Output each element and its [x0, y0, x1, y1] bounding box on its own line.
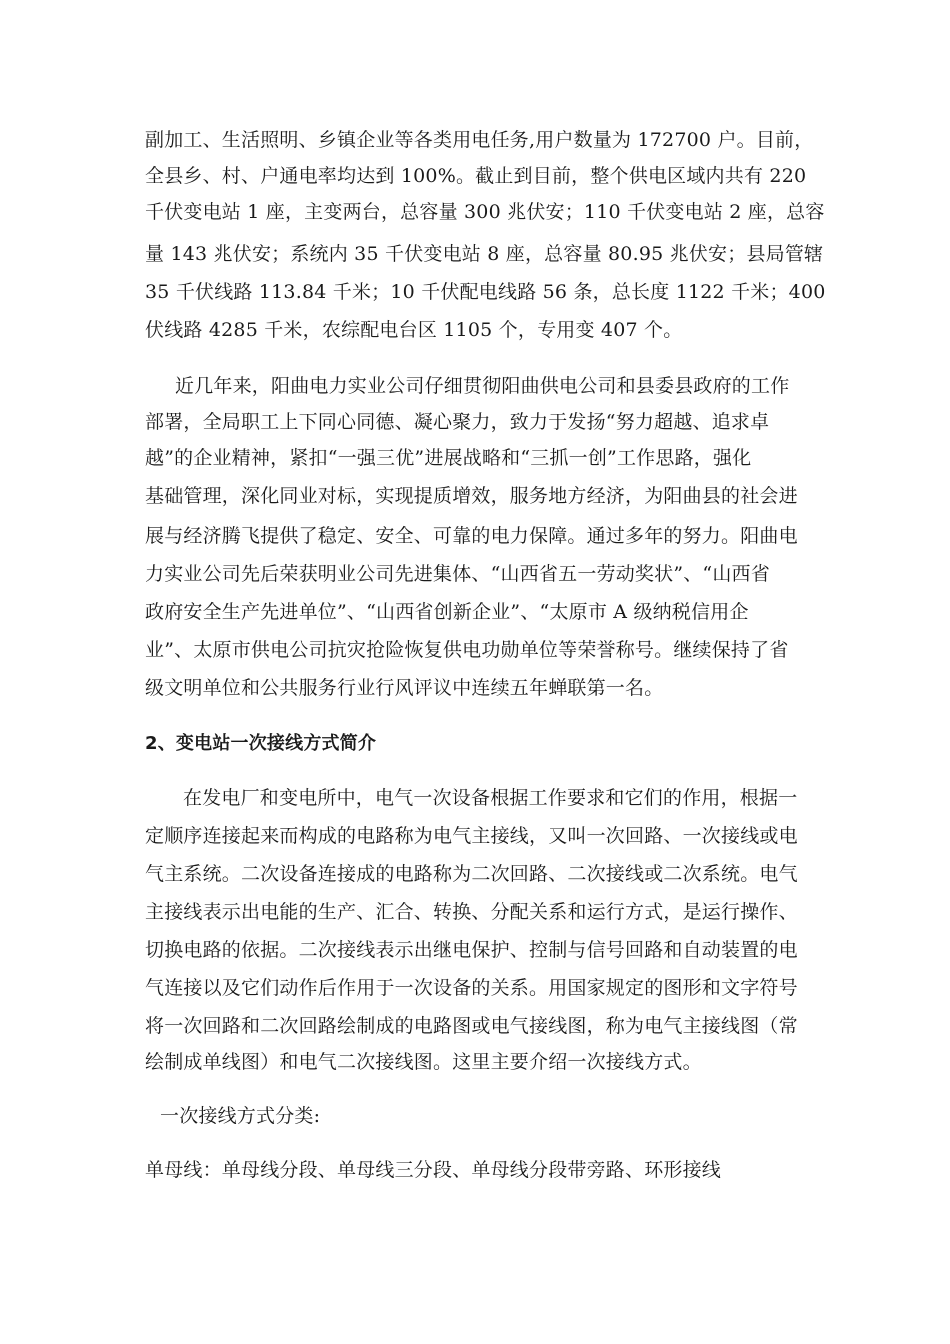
- paragraph-2-line-5: 展与经济腾飞提供了稳定、安全、可靠的电力保障。通过多年的努力。阳曲电: [145, 525, 798, 547]
- paragraph-1-line-4: 量 143 兆伏安；系统内 35 千伏变电站 8 座，总容量 80.95 兆伏安；县局管辖: [145, 243, 824, 265]
- paragraph-2-line-1: 近几年来，阳曲电力实业公司仔细贯彻阳曲供电公司和县委县政府的工作: [175, 375, 790, 397]
- section-heading: 2、变电站一次接线方式简介: [145, 733, 377, 754]
- paragraph-2-line-2: 部署，全局职工上下同心同德、凝心聚力，致力于发扬“努力超越、追求卓: [145, 411, 770, 433]
- paragraph-1-line-5: 35 千伏线路 113.84 千米；10 千伏配电线路 56 条，总长度 1122 千米；400: [145, 281, 826, 303]
- classification-subheading: 一次接线方式分类:: [160, 1105, 321, 1127]
- paragraph-3-line-7: 将一次回路和二次回路绘制成的电路图或电气接线图，称为电气主接线图（常: [145, 1015, 798, 1037]
- paragraph-2-line-8: 业”、太原市供电公司抗灾抢险恢复供电功勋单位等荣誉称号。继续保持了省: [145, 639, 789, 661]
- paragraph-3-line-2: 定顺序连接起来而构成的电路称为电气主接线，又叫一次回路、一次接线或电: [145, 825, 798, 847]
- paragraph-2-line-6: 力实业公司先后荣获明业公司先进集体、“山西省五一劳动奖状”、“山西省: [145, 563, 770, 585]
- paragraph-2-line-3: 越”的企业精神，紧扣“一强三优”进展战略和“三抓一创”工作思路，强化: [145, 447, 752, 469]
- paragraph-3-line-6: 气连接以及它们动作后作用于一次设备的关系。用国家规定的图形和文字符号: [145, 977, 798, 999]
- paragraph-1-line-1: 副加工、生活照明、乡镇企业等各类用电任务,用户数量为 172700 户。目前，: [145, 129, 814, 151]
- paragraph-1-line-6: 伏线路 4285 千米，农综配电台区 1105 个，专用变 407 个。: [145, 319, 683, 341]
- paragraph-3-line-5: 切换电路的依据。二次接线表示出继电保护、控制与信号回路和自动装置的电: [145, 939, 798, 961]
- paragraph-3-line-1: 在发电厂和变电所中，电气一次设备根据工作要求和它们的作用，根据一: [183, 787, 798, 809]
- paragraph-3-line-3: 气主系统。二次设备连接成的电路称为二次回路、二次接线或二次系统。电气: [145, 863, 798, 885]
- single-busbar-list-line: 单母线：单母线分段、单母线三分段、单母线分段带旁路、环形接线: [145, 1159, 722, 1181]
- paragraph-2-line-4: 基础管理，深化同业对标，实现提质增效，服务地方经济，为阳曲县的社会进: [145, 485, 798, 507]
- paragraph-3-line-4: 主接线表示出电能的生产、汇合、转换、分配关系和运行方式，是运行操作、: [145, 901, 798, 923]
- paragraph-1-line-2: 全县乡、村、户通电率均达到 100%。截止到目前，整个供电区域内共有 220: [145, 165, 807, 187]
- paragraph-2-line-9: 级文明单位和公共服务行业行风评议中连续五年蝉联第一名。: [145, 677, 664, 699]
- paragraph-2-line-7: 政府安全生产先进单位”、“山西省创新企业”、“太原市 A 级纳税信用企: [145, 601, 749, 623]
- paragraph-1-line-3: 千伏变电站 1 座，主变两台，总容量 300 兆伏安；110 千伏变电站 2 座，总容: [145, 201, 825, 223]
- paragraph-3-line-8: 绘制成单线图）和电气二次接线图。这里主要介绍一次接线方式。: [145, 1051, 702, 1073]
